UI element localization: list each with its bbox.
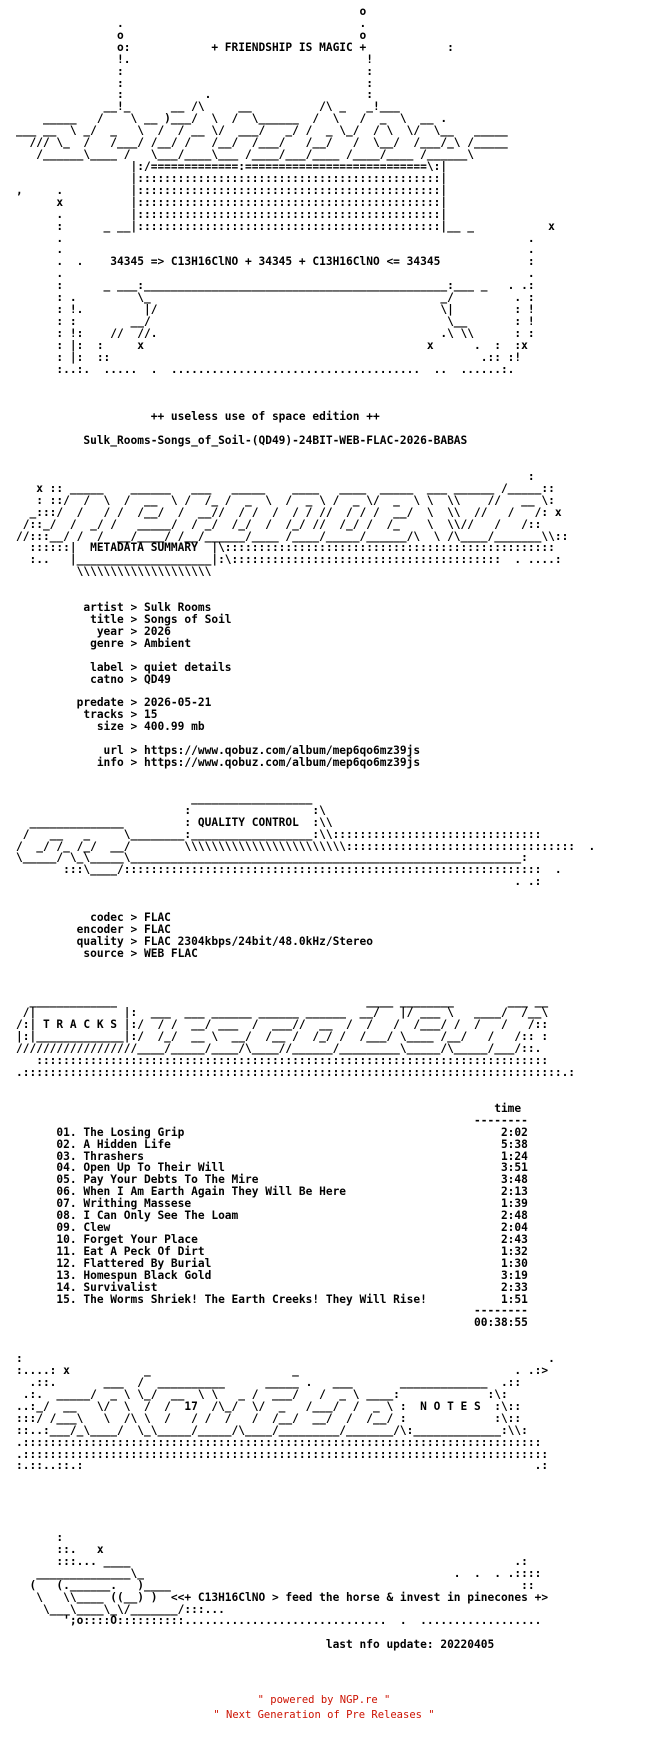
nfo-ascii-art-document: o . . o o o: + FRIENDSHIP IS MAGIC + : !. ! : : : : : . : __!_ __ /\ __ /\ _ _!___ _____ / \ __ )___/ \ / \______ / \ / _ \ __ . ___ __ \ _/ _ \ / / __ \/ ___/ _/ / _ \_/ / \ \/ \__ _____ /// \_ / /___/ /__/ / /__/ /___/ /__/ / \__/ /___/_\ /_____ /______\____ / \___/____\___ /____/___/____ /____/____ /______\ |:/=============:===========================\:| |:::::::::::::::::::::::::::::::::::::::::::::| , . |:::::::::::::::::::::::::::::::::::::::::::::| x |:::::::::::::::::::::::::::::::::::::::::::::| . |:::::::::::::::::::::::::::::::::::::::::::::| : _ __|:::::::::::::::::::::::::::::::::::::::::::::|__ _ x . . . . . . 34345 => C13H16ClNO + 34345 + C13H16ClNO <= 34345 : . . : _ ___:_____________________________________________:___ _ . .: : . \_ _/ . : : !. |/ \| : ! : : __/ \__ : ! : !: // //. .\ \\ : : : |: : x x . : :x : |: :: .:: :! :..:. ..... . ..................................... .. ......:. ++ useless use of space edition ++ Sulk_Rooms-Songs_of_Soil-(QD49)-24BIT-WEB-FLAC-2026-BABAS : x :: _____ ______ ___ _____ ____ ____ _____ ___ ______ /_____:: : ::/ / \ / __ \ / /_ / _ \ / _ \ / _ \/ _ \ \ \\ // __ \: _:::/ / / / /__/ / __// / / / / / // / / / __/ \ \\ // / /: x /::_/ / _/ / _____/ / _/ /_/ / /_/ // /_/ / /_ \ \\// / /:: //:::__/ / / __/____/ /__/______/____ /____/_____/______/\ \ /\____/_______\\:: ::::::| METADATA SUMMARY |\::::::::::::::::::::::::::::::::::::::::::::::::: :.. |____________________|:\:::::::::::::::::::::::::::::::::::::::: . ....: \\\\\\\\\\\\\\\\\\\\ artist > Sulk Rooms title > Songs of Soil year > 2026 genre > Ambient label > quiet details catno > QD49 predate > 2026-05-21 tracks > 15 size > 400.99 mb url > https://www.qobuz.com/album/mep6qo6mz39js info > https://www.qobuz.com/album/mep6qo6mz39js __________________ : :\ ______________ : QUALITY CONTROL :\\ / __ _ \________:__________________:\\::::::::::::::::::::::::::::::: / _/ /_ /_/ __/ \\\\\\\\\\\\\\\\\\\\\\\\:::::::::::::::::::::::::::::::::: . \_____/ \_\_____\__________________________________________________________: :::\____/:::::::::::::::::::::::::::::::::::::::::::::::::::::::::::::: . . .: codec > FLAC encoder > FLAC quality > FLAC 2304kbps/24bit/48.0kHz/Stereo source > WEB FLAC _____________ ____ ________ ___ __ /| |: ___ ___ ______ ______ ______ __/ |/ ___ \ ____/ /__\ /:| T R A C K S |:/ / / __/ ___ / ___// __ / / / /___/ / / / /:: |:|_____________|:/ /_/ __ \ __/ /__ / /_/ / /___/ \____ /__/ / /:: : //////////////////____/_____/____/\____//______/_________\_____/\_____/___/::. :::::::::::::::::::::::::::::::::::::::::::::::::::::::::::::::::::::::::::: .::::::::::::::::::::::::::::::::::::::::::::::::::::::::::::::::::::::::::::::::.: time -------- 01. The Losing Grip 2:02 02. A Hidden Life 5:38 03. Thrashers 1:24 04. Open Up To Their Will 3:51 05. Pay Your Debts To The Mire 3:48 06. When I Am Earth Again They Will Be Here 2:13 07. Writhing Massese 1:39 08. I Can Only See The Loam 2:48 09. Clew 2:04 10. Forget Your Place 2:43 11. Eat A Peck Of Dirt 1:32 12. Flattered By Burial 1:30 13. Homespun Black Gold 3:19 14. Survivalist 2:33 15. The Worms Shriek! The Earth Creeks! They Will Rise! 1:51 -------- 00:38:55 : . :....: x _ _ . .:> .::. ___ / __________ _____ . ___ _____________ .:: .:. _____/ _ \ \_/ __ \ \ _ / ___/ / _ \ ____: :\: ..:_/ __ \/ \ / / 17 /\_/ \/ _ /___/ / _ \ : N O T E S :\:: :::/ /___\ \ /\ \ / / / / / /__/ __/ / /__/ : :\:: ::..:___/_\____/ \_\_____/_____/\____/_________/_______/\:_____________:\\: .::::::::::::::::::::::::::::::::::::::::::::::::::::::::::::::::::::::::::::: .:::::::::::::::::::::::::::::::::::::::::::::::::::::::::::::::::::::::::::::: :.::..::.: .: : ::. x :::... ____ .: ______________\_ . . . .:::: ( (.______. )____ :: \ \\____ ((__) ) <<+ C13H16ClNO > feed the horse & invest in pinecones +> \___\____\_\/_______/:::... ';o::::O::::::::::.............................. . .................. last nfo update: 20220405	[16, 5, 596, 1652]
footer-tagline: " Next Generation of Pre Releases "	[213, 1709, 435, 1721]
footer-powered-by: " powered by NGP.re "	[257, 1694, 391, 1706]
